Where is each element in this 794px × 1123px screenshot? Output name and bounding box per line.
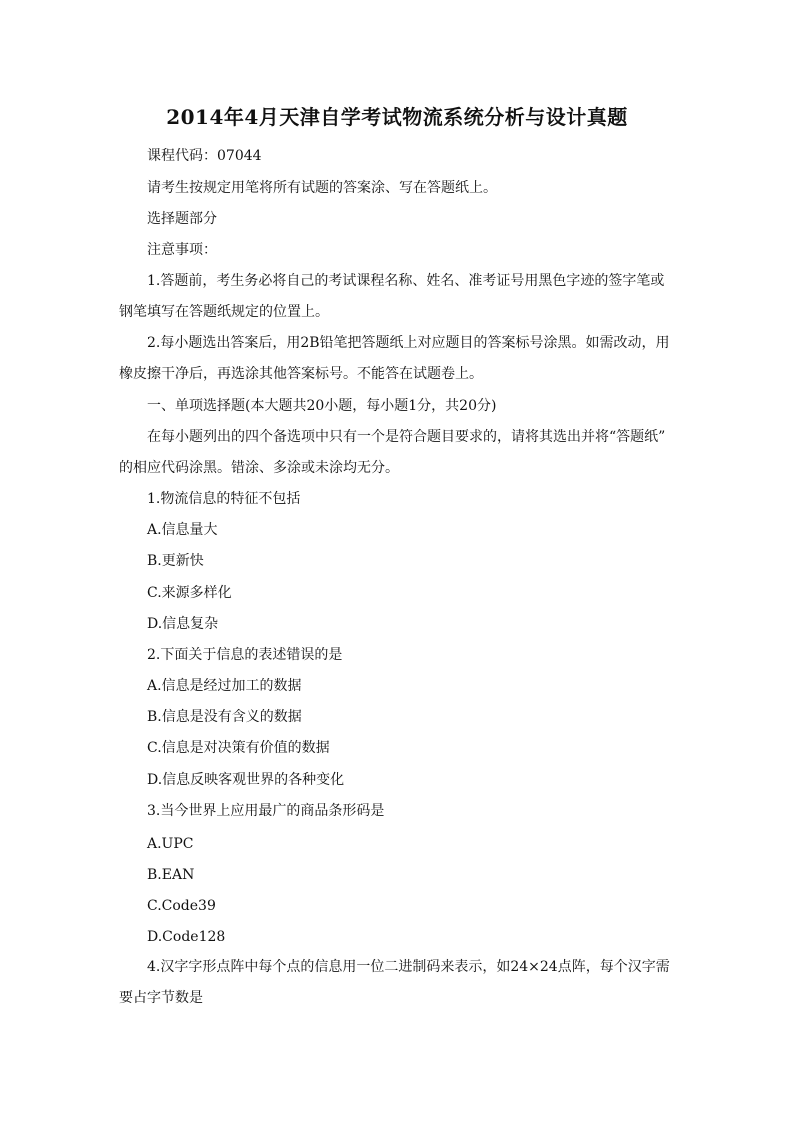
question-option: B.信息是没有含义的数据: [147, 709, 302, 725]
note-1-line-2: 钢笔填写在答题纸规定的位置上。: [119, 304, 329, 320]
question-stem: 1.物流信息的特征不包括: [147, 491, 301, 507]
question-option: D.Code128: [147, 929, 226, 945]
note-2-line-1: 2.每小题选出答案后，用2B铅笔把答题纸上对应题目的答案标号涂黑。如需改动，用: [147, 335, 670, 351]
question-stem: 3.当今世界上应用最广的商品条形码是: [147, 803, 385, 819]
note-1-line-1: 1.答题前，考生务必将自己的考试课程名称、姓名、准考证号用黑色字迹的签字笔或: [147, 273, 665, 289]
part-1-heading: 一、单项选择题(本大题共20小题，每小题1分，共20分): [147, 398, 497, 414]
document-title: 2014年4月天津自学考试物流系统分析与设计真题: [166, 105, 628, 129]
question-4-line-2: 要占字节数是: [119, 990, 203, 1006]
question-option: B.更新快: [147, 553, 204, 569]
instruction-text: 请考生按规定用笔将所有试题的答案涂、写在答题纸上。: [147, 180, 497, 196]
question-option: C.来源多样化: [147, 585, 232, 601]
question-4-line-1: 4.汉字字形点阵中每个点的信息用一位二进制码来表示，如24×24点阵，每个汉字需: [147, 959, 670, 975]
section-heading: 选择题部分: [147, 211, 217, 227]
question-option: B.EAN: [147, 867, 195, 883]
notes-heading: 注意事项：: [147, 242, 217, 258]
question-option: A.信息量大: [147, 522, 218, 538]
question-option: A.信息是经过加工的数据: [147, 678, 302, 694]
part-1-desc-line-2: 的相应代码涂黑。错涂、多涂或未涂均无分。: [119, 460, 399, 476]
note-2-line-2: 橡皮擦干净后，再选涂其他答案标号。不能答在试题卷上。: [119, 366, 483, 382]
question-option: A.UPC: [147, 836, 194, 852]
part-1-desc-line-1: 在每小题列出的四个备选项中只有一个是符合题目要求的，请将其选出并将“答题纸”: [147, 429, 666, 445]
course-code: 课程代码：07044: [147, 148, 262, 164]
question-option: C.Code39: [147, 898, 216, 914]
question-option: D.信息复杂: [147, 616, 219, 632]
question-stem: 2.下面关于信息的表述错误的是: [147, 647, 343, 663]
question-option: D.信息反映客观世界的各种变化: [147, 772, 345, 788]
question-option: C.信息是对决策有价值的数据: [147, 740, 330, 756]
